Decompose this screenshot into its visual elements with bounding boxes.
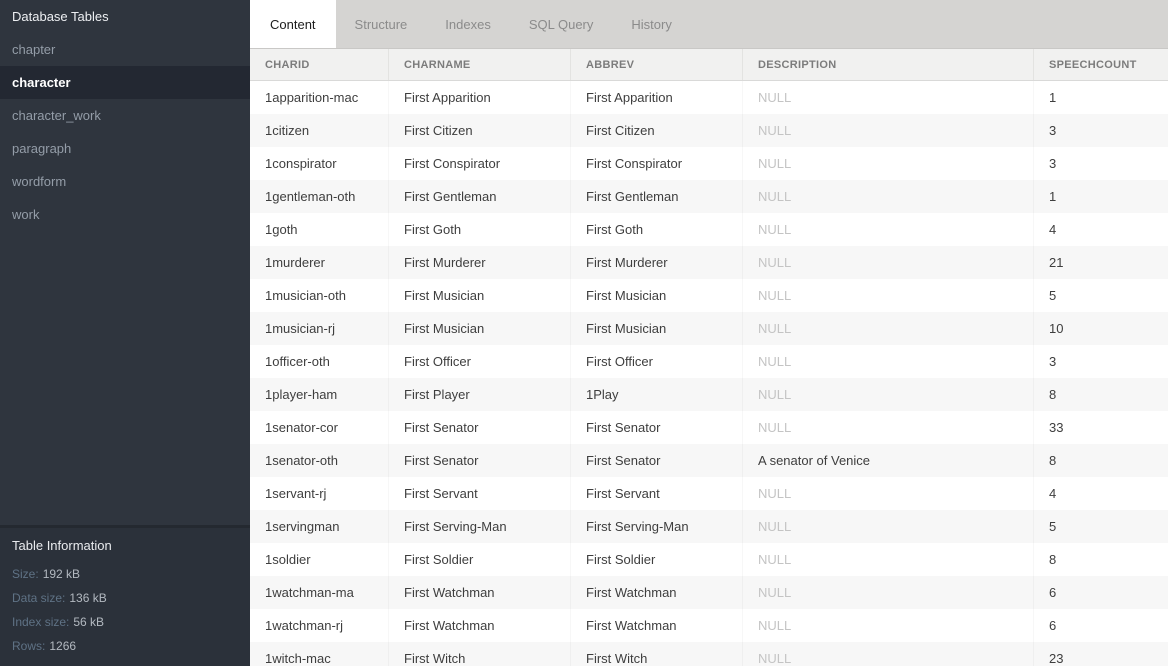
table-cell: 1senator-cor [265, 420, 338, 435]
table-cell: 1witch-mac [265, 651, 331, 666]
table-cell: First Officer [570, 345, 742, 378]
tab-sql-query[interactable]: SQL Query [528, 16, 594, 32]
table-cell: 8 [1033, 378, 1168, 411]
table-row[interactable] [250, 180, 1168, 213]
table-cell: 1musician-oth [265, 288, 346, 303]
stat-value: 56 kB [73, 615, 105, 629]
column-header-charname[interactable]: CHARNAME [388, 49, 570, 80]
sidebar-item-label: character_work [12, 108, 101, 123]
tab-indexes[interactable]: Indexes [445, 16, 491, 32]
grid-body [250, 81, 1168, 666]
table-info-stat [12, 586, 238, 610]
table-cell: NULL [742, 543, 1033, 576]
stat-value: 136 kB [69, 591, 107, 605]
table-cell: NULL [742, 378, 1033, 411]
table-cell: First Watchman [388, 576, 570, 609]
table-cell: NULL [742, 510, 1033, 543]
tab-history[interactable]: History [631, 16, 672, 32]
table-cell: 1servingman [265, 519, 340, 534]
sidebar-title: Database Tables [12, 9, 109, 24]
table-cell: First Servant [388, 477, 570, 510]
stat-label: Rows: [12, 639, 46, 653]
table-cell: 6 [1033, 609, 1168, 642]
table-cell: A senator of Venice [742, 444, 1033, 477]
sidebar-item-label: chapter [12, 42, 56, 57]
sidebar [0, 0, 250, 666]
table-row[interactable] [250, 246, 1168, 279]
table-cell: 1officer-oth [265, 354, 330, 369]
table-info-stat [12, 634, 238, 658]
table-cell: First Citizen [388, 114, 570, 147]
stat-label: Data size: [12, 591, 66, 605]
table-cell: First Conspirator [388, 147, 570, 180]
table-row[interactable] [250, 114, 1168, 147]
table-cell: 3 [1033, 345, 1168, 378]
table-cell: 1musician-rj [265, 321, 336, 336]
table-cell: First Gentleman [570, 180, 742, 213]
table-cell: 1gentleman-oth [265, 189, 356, 204]
table-cell: First Serving-Man [388, 510, 570, 543]
table-cell: First Senator [570, 411, 742, 444]
table-cell: NULL [742, 246, 1033, 279]
table-cell: 1player-ham [265, 387, 338, 402]
table-info-stat [12, 562, 238, 586]
table-information-title: Table Information [12, 538, 112, 553]
table-row[interactable] [250, 510, 1168, 543]
table-cell: 33 [1033, 411, 1168, 444]
table-cell: 5 [1033, 279, 1168, 312]
table-cell: 3 [1033, 114, 1168, 147]
table-cell: First Goth [570, 213, 742, 246]
table-cell: NULL [742, 279, 1033, 312]
table-cell: NULL [742, 312, 1033, 345]
table-row[interactable] [250, 609, 1168, 642]
sidebar-item-paragraph[interactable] [0, 132, 250, 165]
table-cell: 6 [1033, 576, 1168, 609]
stat-value: 192 kB [42, 567, 81, 581]
table-cell: NULL [742, 345, 1033, 378]
table-cell: First Conspirator [570, 147, 742, 180]
tab-bar [250, 0, 1168, 48]
table-cell: First Witch [388, 642, 570, 666]
table-cell: First Goth [388, 213, 570, 246]
table-cell: 1apparition-mac [265, 90, 359, 105]
table-cell: First Senator [388, 411, 570, 444]
table-row[interactable] [250, 147, 1168, 180]
table-cell: 1soldier [265, 552, 311, 567]
table-cell: First Musician [388, 312, 570, 345]
sidebar-item-chapter[interactable] [0, 33, 250, 66]
table-cell: NULL [742, 411, 1033, 444]
table-row[interactable] [250, 312, 1168, 345]
tab-content[interactable]: Content [250, 0, 336, 48]
table-cell: 4 [1033, 477, 1168, 510]
column-header-speechcount[interactable]: SPEECHCOUNT [1033, 49, 1168, 80]
table-row[interactable] [250, 345, 1168, 378]
table-cell: First Senator [570, 444, 742, 477]
table-row[interactable] [250, 411, 1168, 444]
table-cell: First Servant [570, 477, 742, 510]
table-row[interactable] [250, 477, 1168, 510]
column-header-charid[interactable]: CHARID [265, 58, 310, 71]
table-cell: First Witch [570, 642, 742, 666]
table-cell: First Citizen [570, 114, 742, 147]
table-cell: NULL [742, 81, 1033, 114]
table-cell: 1 [1033, 81, 1168, 114]
table-cell: First Gentleman [388, 180, 570, 213]
table-row[interactable] [250, 444, 1168, 477]
table-cell: NULL [742, 642, 1033, 666]
table-cell: 1 [1033, 180, 1168, 213]
table-cell: NULL [742, 609, 1033, 642]
stat-label: Index size: [12, 615, 70, 629]
table-cell: 8 [1033, 444, 1168, 477]
table-row[interactable] [250, 81, 1168, 114]
grid-header-row [250, 48, 1168, 81]
table-cell: First Soldier [570, 543, 742, 576]
table-cell: 1citizen [265, 123, 310, 138]
table-cell: NULL [742, 180, 1033, 213]
content-area [250, 0, 1168, 666]
table-cell: 4 [1033, 213, 1168, 246]
table-cell: First Apparition [570, 81, 742, 114]
table-cell: First Musician [570, 279, 742, 312]
table-cell: First Player [388, 378, 570, 411]
sidebar-item-label: paragraph [12, 141, 72, 156]
table-cell: NULL [742, 477, 1033, 510]
table-cell: 1goth [265, 222, 298, 237]
table-cell: 21 [1033, 246, 1168, 279]
table-cell: 1Play [570, 378, 742, 411]
table-cell: First Murderer [388, 246, 570, 279]
table-cell: First Watchman [570, 609, 742, 642]
column-header-abbrev[interactable]: ABBREV [570, 49, 742, 80]
table-cell: NULL [742, 576, 1033, 609]
table-cell: NULL [742, 114, 1033, 147]
table-cell: 1watchman-ma [265, 585, 354, 600]
table-information-stats [12, 562, 238, 658]
table-row[interactable] [250, 576, 1168, 609]
column-header-description[interactable]: DESCRIPTION [742, 49, 1033, 80]
table-row[interactable] [250, 279, 1168, 312]
table-cell: First Serving-Man [570, 510, 742, 543]
stat-value: 1266 [49, 639, 77, 653]
table-cell: First Watchman [570, 576, 742, 609]
sidebar-item-character[interactable] [0, 66, 250, 99]
table-cell: 8 [1033, 543, 1168, 576]
table-cell: First Apparition [388, 81, 570, 114]
table-cell: 10 [1033, 312, 1168, 345]
table-info-stat [12, 610, 238, 634]
table-cell: 3 [1033, 147, 1168, 180]
table-cell: 1senator-oth [265, 453, 338, 468]
table-cell: 23 [1033, 642, 1168, 666]
table-row[interactable] [250, 543, 1168, 576]
table-list [0, 33, 250, 525]
sidebar-item-work[interactable] [0, 198, 250, 231]
table-cell: First Murderer [570, 246, 742, 279]
table-cell: First Soldier [388, 543, 570, 576]
sidebar-item-character-work[interactable] [0, 99, 250, 132]
tab-structure[interactable]: Structure [354, 16, 408, 32]
stat-label: Size: [12, 567, 39, 581]
table-cell: 1murderer [265, 255, 325, 270]
sidebar-item-label: wordform [12, 174, 67, 189]
table-cell: NULL [742, 147, 1033, 180]
table-cell: First Watchman [388, 609, 570, 642]
table-row[interactable] [250, 642, 1168, 666]
table-row[interactable] [250, 213, 1168, 246]
table-information-panel [0, 525, 250, 666]
table-cell: First Musician [388, 279, 570, 312]
sidebar-item-label: work [12, 207, 40, 222]
table-row[interactable] [250, 378, 1168, 411]
sidebar-item-label: character [12, 75, 71, 90]
table-cell: First Officer [388, 345, 570, 378]
table-cell: 1conspirator [265, 156, 337, 171]
table-cell: 5 [1033, 510, 1168, 543]
table-cell: 1watchman-rj [265, 618, 344, 633]
table-cell: First Senator [388, 444, 570, 477]
table-cell: NULL [742, 213, 1033, 246]
sidebar-item-wordform[interactable] [0, 165, 250, 198]
table-cell: First Musician [570, 312, 742, 345]
table-cell: 1servant-rj [265, 486, 327, 501]
